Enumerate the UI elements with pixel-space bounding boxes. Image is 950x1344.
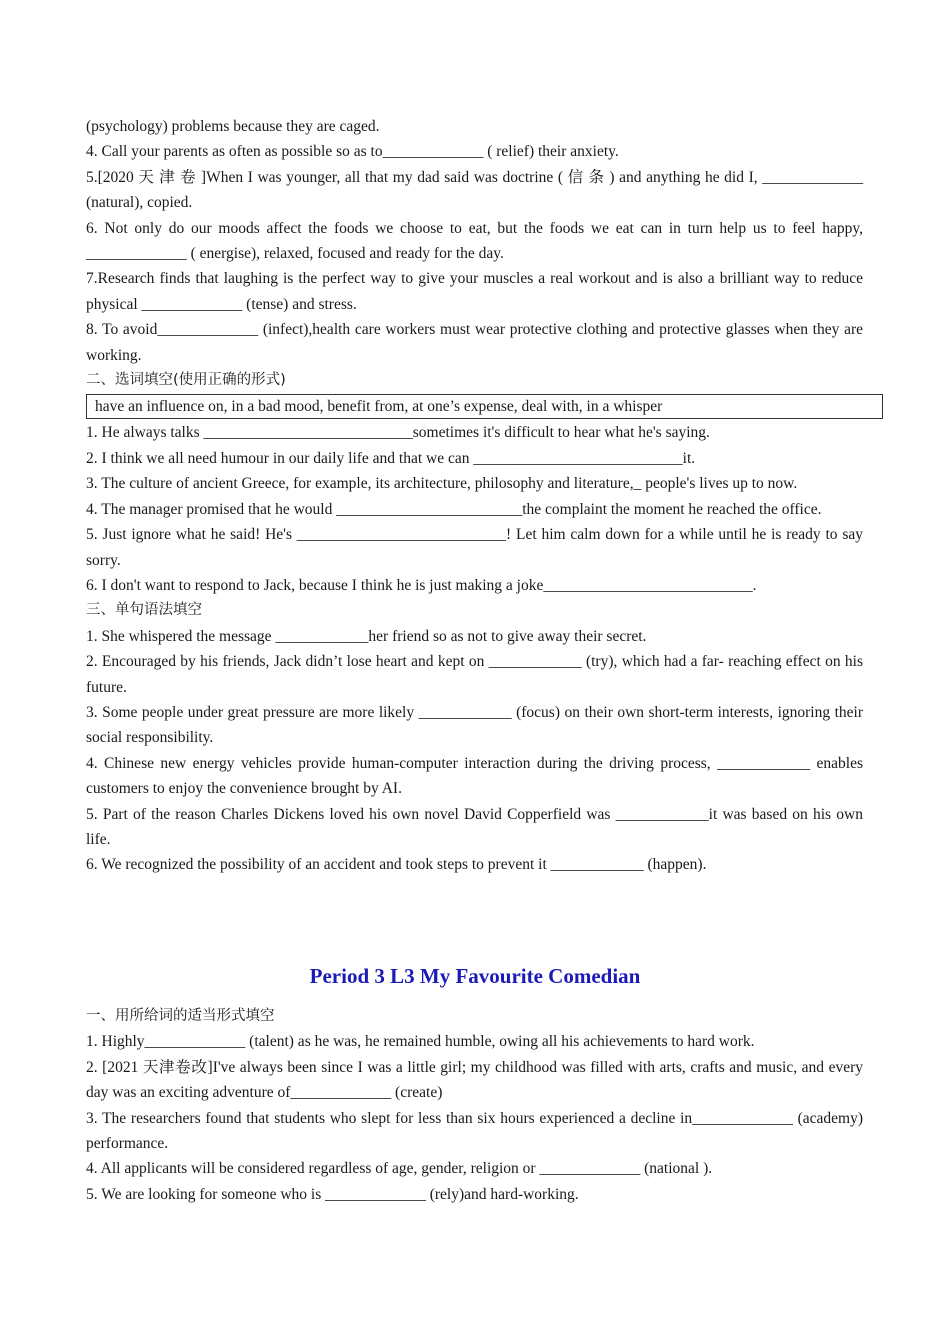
word-box: have an influence on, in a bad mood, benefit from, at one’s expense, deal with, in a whisper xyxy=(86,394,883,419)
question-2: 2. [2021 天津卷改]I've always been since I was a little girl; my childhood was filled with arts, crafts and music, and every day was an exciting adventure of_____________ (create) xyxy=(86,1058,863,1102)
question-5: 5.[2020 天 津 卷 ]When I was younger, all that my dad said was doctrine ( 信 条 ) and anything he did I, _____________ (natural), copied. xyxy=(86,168,863,212)
question-6: 6. Not only do our moods affect the foods we choose to eat, but the foods we eat can in turn help us to feel happy, _____________ ( energise), relaxed, focused and ready for the day. xyxy=(86,219,863,263)
question-4: 4. Chinese new energy vehicles provide human-computer interaction during the driving process, ____________ enables customers to enjoy the convenience brought by AI. xyxy=(86,754,863,798)
section-heading-word-forms: 一、用所给词的适当形式填空 xyxy=(86,1008,275,1024)
question-5: 5. Just ignore what he said! He's ___________________________! Let him calm down for a while until he is ready to say sorry. xyxy=(86,526,863,569)
question-6: 6. I don't want to respond to Jack, because I think he is just making a joke___________________________. xyxy=(86,576,757,594)
question-4: 4. Call your parents as often as possible so as to_____________ ( relief) their anxiety. xyxy=(86,143,619,161)
question-3: 3. Some people under great pressure are more likely ____________ (focus) on their own short-term interests, ignoring their social responsibility. xyxy=(86,703,863,747)
question-1: 1. He always talks ___________________________sometimes it's difficult to hear what he's saying. xyxy=(86,424,710,442)
question-1: 1. Highly_____________ (talent) as he was, he remained humble, owing all his achievements to hard work. xyxy=(86,1033,755,1051)
question-5: 5. Part of the reason Charles Dickens loved his own novel David Copperfield was ____________it was based on his own life. xyxy=(86,805,863,848)
question-8: 8. To avoid_____________ (infect),health care workers must wear protective clothing and protective glasses when they are working. xyxy=(86,321,863,364)
exercise-section-period3 xyxy=(86,1004,863,1207)
section-heading-word-choice: 二、选词填空(使用正确的形式) xyxy=(86,372,286,389)
question-4: 4. All applicants will be considered regardless of age, gender, religion or _____________ (national ). xyxy=(86,1160,713,1178)
period-title: Period 3 L3 My Favourite Comedian xyxy=(309,964,641,988)
text-line: (psychology) problems because they are caged. xyxy=(86,118,380,135)
exercise-section-top xyxy=(86,114,863,878)
section-heading-grammar: 三、单句语法填空 xyxy=(86,602,202,619)
question-3: 3. The researchers found that students who slept for less than six hours experienced a decline in_____________ (academy) performance. xyxy=(86,1109,863,1153)
question-6: 6. We recognized the possibility of an accident and took steps to prevent it ____________ (happen). xyxy=(86,856,707,874)
question-2: 2. Encouraged by his friends, Jack didn’t lose heart and kept on ____________ (try), which had a far- reaching effect on his future. xyxy=(86,653,863,696)
question-3: 3. The culture of ancient Greece, for example, its architecture, philosophy and literature,_ people's lives up to now. xyxy=(86,475,798,493)
question-1: 1. She whispered the message ____________her friend so as not to give away their secret. xyxy=(86,627,647,645)
question-7: 7.Research finds that laughing is the perfect way to give your muscles a real workout and is also a brilliant way to reduce physical _____________ (tense) and stress. xyxy=(86,270,863,313)
question-2: 2. I think we all need humour in our daily life and that we can ___________________________it. xyxy=(86,449,696,467)
question-4: 4. The manager promised that he would ________________________the complaint the moment he reached the office. xyxy=(86,500,822,518)
question-5: 5. We are looking for someone who is _____________ (rely)and hard-working. xyxy=(86,1185,579,1203)
